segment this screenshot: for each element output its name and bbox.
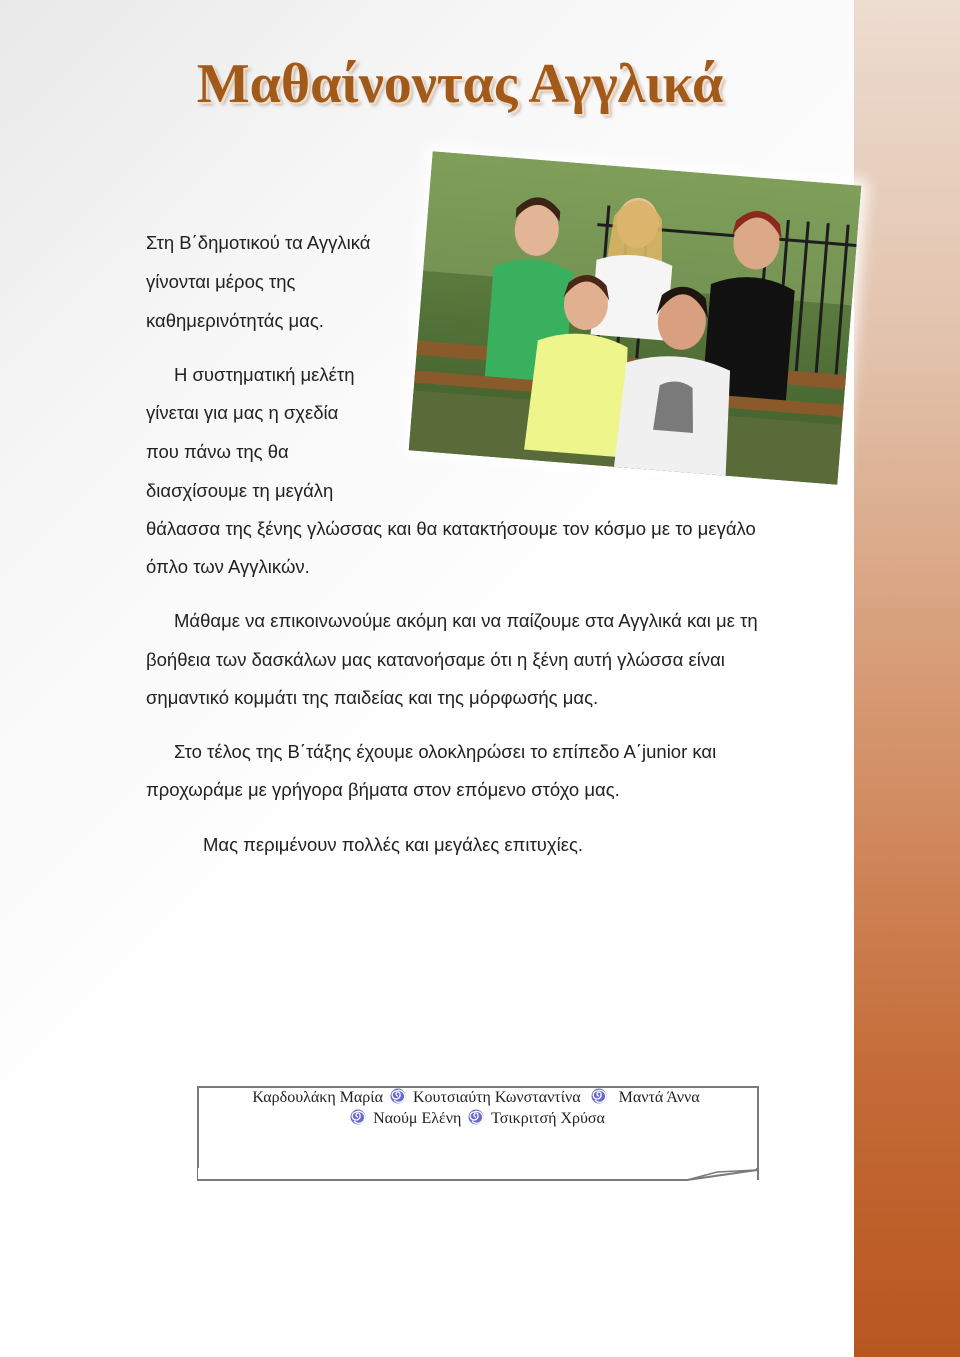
intro-line: όπλο των Αγγλικών.	[146, 556, 310, 577]
paragraph-line: προχωράμε με γρήγορα βήματα στον επόμενο στόχο μας.	[146, 779, 620, 800]
spiral-icon	[468, 1109, 484, 1125]
paragraph-line: σημαντικό κομμάτι της παιδείας και της μόρφωσής μας.	[146, 687, 599, 708]
closing-line: Μας περιμένουν πολλές και μεγάλες επιτυχίες.	[203, 834, 584, 855]
intro-line: διασχίσουμε τη μεγάλη	[146, 480, 334, 501]
intro-line: γίνονται μέρος της	[146, 271, 296, 292]
intro-line: που πάνω της θα	[146, 441, 289, 462]
paragraph-line: Μάθαμε να επικοινωνούμε ακόμη και να παίζουμε στα Αγγλικά και με τη	[174, 610, 758, 631]
signature-name: Τσικριτσή Χρύσα	[491, 1110, 605, 1127]
spiral-icon	[350, 1109, 366, 1125]
spiral-icon	[390, 1088, 406, 1104]
spiral-icon	[591, 1088, 607, 1104]
signature-line-2	[200, 1109, 752, 1128]
signature-name: Μαντά Άννα	[618, 1089, 700, 1106]
group-photo	[409, 151, 862, 485]
signature-box-curled-edge	[197, 1168, 759, 1182]
signature-line-1	[200, 1088, 752, 1107]
intro-line: Στη Β΄δημοτικού τα Αγγλικά	[146, 232, 371, 253]
intro-line: γίνεται για μας η σχεδία	[146, 402, 339, 423]
intro-line: καθημερινότητάς μας.	[146, 310, 324, 331]
intro-line: Η συστηματική μελέτη	[174, 364, 355, 385]
page-title: Μαθαίνοντας Αγγλικά	[196, 53, 724, 115]
decorative-side-stripe	[854, 0, 960, 1357]
paragraph-line: βοήθεια των δασκάλων μας κατανοήσαμε ότι η ξένη αυτή γλώσσα είναι	[146, 649, 725, 670]
signature-name: Κουτσιαύτη Κωνσταντίνα	[412, 1089, 581, 1106]
signature-name: Ναούμ Ελένη	[373, 1110, 462, 1127]
signature-name: Καρδουλάκη Μαρία	[252, 1089, 383, 1106]
intro-line: θάλασσα της ξένης γλώσσας και θα κατακτήσουμε τον κόσμο με το μεγάλο	[146, 518, 756, 539]
paragraph-line: Στο τέλος της Β΄τάξης έχουμε ολοκληρώσει το επίπεδο Α΄junior και	[174, 741, 717, 762]
